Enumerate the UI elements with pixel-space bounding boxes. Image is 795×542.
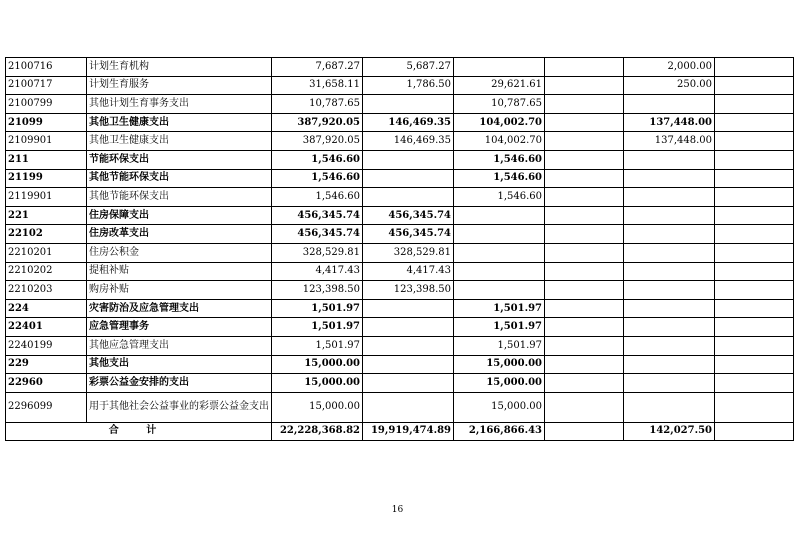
- row-value-c3: 10,787.65: [454, 95, 545, 114]
- row-code: 21199: [6, 169, 87, 188]
- row-name: 计划生育机构: [87, 58, 272, 77]
- row-value-c5: [624, 169, 715, 188]
- table-row: [6, 318, 794, 337]
- row-value-c3: [454, 206, 545, 225]
- row-value-c1: 1,501.97: [272, 318, 363, 337]
- row-value-c5: [624, 95, 715, 114]
- row-value-c2: 5,687.27: [363, 58, 454, 77]
- row-value-c1: 31,658.11: [272, 76, 363, 95]
- row-value-c6: [715, 243, 794, 262]
- total-value-c1: 22,228,368.82: [272, 422, 363, 441]
- row-value-c2: 146,469.35: [363, 113, 454, 132]
- row-value-c4: [545, 206, 624, 225]
- row-code: 2119901: [6, 188, 87, 207]
- row-code: 22960: [6, 374, 87, 393]
- table-row: [6, 169, 794, 188]
- row-value-c2: [363, 169, 454, 188]
- row-value-c2: [363, 392, 454, 422]
- table-row: [6, 113, 794, 132]
- row-value-c3: [454, 58, 545, 77]
- row-value-c3: 1,546.60: [454, 169, 545, 188]
- row-name: 住房改革支出: [87, 225, 272, 244]
- row-value-c1: 1,546.60: [272, 188, 363, 207]
- row-value-c6: [715, 150, 794, 169]
- row-value-c5: [624, 318, 715, 337]
- row-value-c1: 1,501.97: [272, 336, 363, 355]
- row-value-c4: [545, 132, 624, 151]
- row-value-c2: 456,345.74: [363, 225, 454, 244]
- table-row: [6, 206, 794, 225]
- row-code: 2210202: [6, 262, 87, 281]
- row-name: 用于其他社会公益事业的彩票公益金支出: [87, 392, 272, 422]
- row-code: 2210203: [6, 281, 87, 300]
- row-value-c2: 456,345.74: [363, 206, 454, 225]
- row-value-c5: [624, 299, 715, 318]
- row-value-c6: [715, 392, 794, 422]
- row-value-c1: 456,345.74: [272, 225, 363, 244]
- row-value-c6: [715, 95, 794, 114]
- row-value-c2: [363, 318, 454, 337]
- row-value-c2: 1,786.50: [363, 76, 454, 95]
- row-name: 节能环保支出: [87, 150, 272, 169]
- row-value-c5: [624, 188, 715, 207]
- page-number: 16: [391, 505, 404, 515]
- row-value-c2: [363, 374, 454, 393]
- row-value-c4: [545, 95, 624, 114]
- row-value-c1: 328,529.81: [272, 243, 363, 262]
- row-value-c4: [545, 243, 624, 262]
- row-code: 2100799: [6, 95, 87, 114]
- row-code: 2100717: [6, 76, 87, 95]
- row-value-c2: [363, 95, 454, 114]
- table-row: [6, 299, 794, 318]
- table-body: [6, 58, 794, 441]
- row-code: 211: [6, 150, 87, 169]
- row-value-c4: [545, 262, 624, 281]
- row-value-c5: [624, 262, 715, 281]
- row-value-c5: [624, 243, 715, 262]
- row-value-c3: [454, 281, 545, 300]
- row-value-c5: 137,448.00: [624, 113, 715, 132]
- table-row: [6, 225, 794, 244]
- table-row: [6, 262, 794, 281]
- table-row: [6, 374, 794, 393]
- row-name: 其他节能环保支出: [87, 169, 272, 188]
- row-value-c5: [624, 150, 715, 169]
- row-value-c6: [715, 188, 794, 207]
- row-value-c4: [545, 281, 624, 300]
- total-value-c2: 19,919,474.89: [363, 422, 454, 441]
- row-value-c1: 15,000.00: [272, 355, 363, 374]
- row-value-c6: [715, 76, 794, 95]
- total-row: [6, 422, 794, 441]
- row-value-c2: [363, 188, 454, 207]
- row-name: 其他卫生健康支出: [87, 132, 272, 151]
- row-value-c1: 387,920.05: [272, 132, 363, 151]
- table-row: [6, 58, 794, 77]
- row-value-c2: 146,469.35: [363, 132, 454, 151]
- row-value-c4: [545, 374, 624, 393]
- row-value-c1: 15,000.00: [272, 374, 363, 393]
- row-value-c4: [545, 58, 624, 77]
- row-name: 住房保障支出: [87, 206, 272, 225]
- row-value-c6: [715, 318, 794, 337]
- row-code: 2210201: [6, 243, 87, 262]
- row-value-c3: 104,002.70: [454, 132, 545, 151]
- row-value-c4: [545, 113, 624, 132]
- row-name: 其他节能环保支出: [87, 188, 272, 207]
- row-value-c5: [624, 392, 715, 422]
- row-name: 彩票公益金安排的支出: [87, 374, 272, 393]
- row-value-c4: [545, 318, 624, 337]
- table-row: [6, 355, 794, 374]
- row-value-c3: 29,621.61: [454, 76, 545, 95]
- row-value-c3: [454, 225, 545, 244]
- row-value-c5: [624, 206, 715, 225]
- total-label: 合 计: [6, 422, 272, 441]
- row-code: 2240199: [6, 336, 87, 355]
- row-value-c2: 4,417.43: [363, 262, 454, 281]
- row-value-c3: 1,546.60: [454, 150, 545, 169]
- row-value-c6: [715, 206, 794, 225]
- row-value-c3: 1,501.97: [454, 336, 545, 355]
- row-value-c6: [715, 355, 794, 374]
- row-value-c1: 1,546.60: [272, 150, 363, 169]
- row-value-c6: [715, 299, 794, 318]
- row-name: 住房公积金: [87, 243, 272, 262]
- row-name: 提租补贴: [87, 262, 272, 281]
- row-name: 其他计划生育事务支出: [87, 95, 272, 114]
- row-value-c5: 137,448.00: [624, 132, 715, 151]
- row-value-c2: 123,398.50: [363, 281, 454, 300]
- row-value-c3: 1,501.97: [454, 318, 545, 337]
- row-value-c4: [545, 150, 624, 169]
- row-value-c6: [715, 374, 794, 393]
- row-value-c4: [545, 188, 624, 207]
- total-value-c6: [715, 422, 794, 441]
- row-value-c6: [715, 169, 794, 188]
- table-row: [6, 95, 794, 114]
- table-row: [6, 188, 794, 207]
- row-value-c5: [624, 336, 715, 355]
- row-value-c4: [545, 76, 624, 95]
- row-value-c1: 10,787.65: [272, 95, 363, 114]
- row-value-c2: [363, 355, 454, 374]
- row-value-c3: 1,546.60: [454, 188, 545, 207]
- row-value-c5: [624, 355, 715, 374]
- row-value-c4: [545, 225, 624, 244]
- total-value-c3: 2,166,866.43: [454, 422, 545, 441]
- row-name: 灾害防治及应急管理支出: [87, 299, 272, 318]
- row-value-c2: [363, 299, 454, 318]
- row-name: 购房补贴: [87, 281, 272, 300]
- table-row: [6, 243, 794, 262]
- budget-expenditure-table: [5, 57, 794, 441]
- row-value-c3: [454, 262, 545, 281]
- row-code: 2100716: [6, 58, 87, 77]
- row-code: 2109901: [6, 132, 87, 151]
- row-value-c5: 250.00: [624, 76, 715, 95]
- row-name: 其他应急管理支出: [87, 336, 272, 355]
- row-value-c6: [715, 262, 794, 281]
- row-value-c6: [715, 58, 794, 77]
- table-row: [6, 392, 794, 422]
- row-code: 229: [6, 355, 87, 374]
- row-code: 224: [6, 299, 87, 318]
- row-value-c1: 15,000.00: [272, 392, 363, 422]
- row-code: 2296099: [6, 392, 87, 422]
- row-value-c1: 123,398.50: [272, 281, 363, 300]
- row-value-c1: 456,345.74: [272, 206, 363, 225]
- row-value-c6: [715, 225, 794, 244]
- row-value-c2: [363, 336, 454, 355]
- total-value-c4: [545, 422, 624, 441]
- row-value-c3: 15,000.00: [454, 374, 545, 393]
- row-value-c3: 15,000.00: [454, 392, 545, 422]
- row-code: 221: [6, 206, 87, 225]
- row-value-c3: 104,002.70: [454, 113, 545, 132]
- row-value-c1: 7,687.27: [272, 58, 363, 77]
- row-value-c5: 2,000.00: [624, 58, 715, 77]
- row-value-c3: [454, 243, 545, 262]
- row-name: 其他卫生健康支出: [87, 113, 272, 132]
- row-value-c2: 328,529.81: [363, 243, 454, 262]
- row-code: 21099: [6, 113, 87, 132]
- row-value-c2: [363, 150, 454, 169]
- table-row: [6, 336, 794, 355]
- row-value-c1: 4,417.43: [272, 262, 363, 281]
- row-value-c6: [715, 336, 794, 355]
- row-code: 22102: [6, 225, 87, 244]
- row-name: 其他支出: [87, 355, 272, 374]
- row-value-c6: [715, 132, 794, 151]
- row-value-c1: 1,546.60: [272, 169, 363, 188]
- table-row: [6, 76, 794, 95]
- row-value-c4: [545, 355, 624, 374]
- row-value-c1: 387,920.05: [272, 113, 363, 132]
- row-value-c4: [545, 392, 624, 422]
- total-value-c5: 142,027.50: [624, 422, 715, 441]
- table-row: [6, 150, 794, 169]
- row-value-c4: [545, 299, 624, 318]
- row-code: 22401: [6, 318, 87, 337]
- row-name: 计划生育服务: [87, 76, 272, 95]
- row-value-c5: [624, 374, 715, 393]
- row-value-c6: [715, 113, 794, 132]
- table-row: [6, 281, 794, 300]
- table-row: [6, 132, 794, 151]
- row-value-c5: [624, 281, 715, 300]
- row-name: 应急管理事务: [87, 318, 272, 337]
- row-value-c5: [624, 225, 715, 244]
- row-value-c4: [545, 169, 624, 188]
- row-value-c4: [545, 336, 624, 355]
- row-value-c1: 1,501.97: [272, 299, 363, 318]
- row-value-c3: 15,000.00: [454, 355, 545, 374]
- row-value-c3: 1,501.97: [454, 299, 545, 318]
- row-value-c6: [715, 281, 794, 300]
